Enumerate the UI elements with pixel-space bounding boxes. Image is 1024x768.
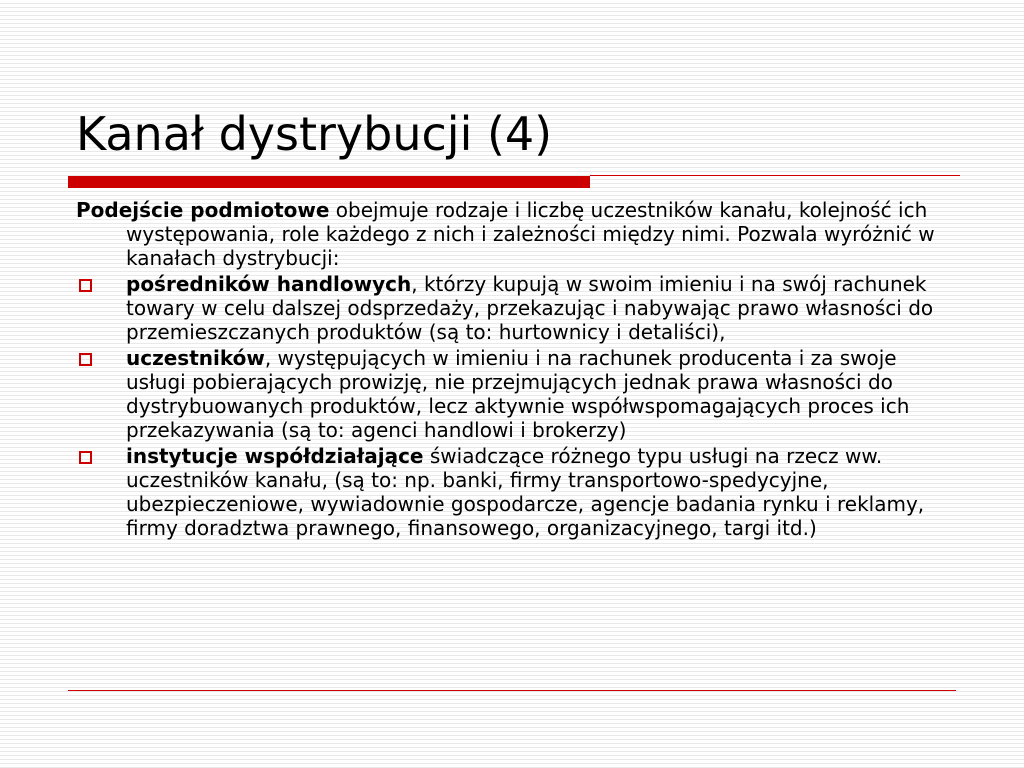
- bullet-term: uczestników: [126, 346, 265, 370]
- bullet-list: [76, 272, 956, 540]
- hollow-square-icon: [79, 451, 92, 464]
- title-divider-line: [590, 175, 960, 176]
- slide-title: Kanał dystrybucji (4): [76, 107, 553, 161]
- hollow-square-icon: [79, 353, 92, 366]
- bullet-term: pośredników handlowych: [126, 272, 412, 296]
- footer-divider-line: [68, 690, 956, 691]
- bullet-item-intermediaries: [76, 272, 956, 344]
- bullet-item-cooperating-institutions: [76, 444, 956, 540]
- bullet-text: świadczące różnego typu usługi na rzecz ww. uczestników kanału, (są to: np. banki, firmy transportowo-spedycyjne, ubezpieczeniowe, wywiadownie gospodarcze, agencje badania rynku i reklamy, firmy doradztwa prawnego, finansowego, organizacyjnego, targi itd.): [126, 444, 925, 540]
- slide-body: [76, 198, 956, 540]
- bullet-term: instytucje współdziałające: [126, 444, 424, 468]
- title-accent-bar: [68, 176, 590, 188]
- bullet-text: , występujących w imieniu i na rachunek producenta i za swoje usługi pobierających prowizję, nie przejmujących jednak prawa własności do dystrybuowanych produktów, lecz aktywnie współwspomagających proces ich przekazywania (są to: agenci handlowi i brokerzy): [126, 346, 910, 442]
- hollow-square-icon: [79, 279, 92, 292]
- bullet-item-participants: [76, 346, 956, 442]
- intro-text: obejmuje rodzaje i liczbę uczestników kanału, kolejność ich występowania, role każdego z nich i zależności między nimi. Pozwala wyróżnić w kanałach dystrybucji:: [126, 198, 935, 270]
- intro-paragraph: [76, 198, 956, 270]
- bullet-text: , którzy kupują w swoim imieniu i na swój rachunek towary w celu dalszej odsprzedaży, przekazując i nabywając prawo własności do przemieszczanych produktów (są to: hurtownicy i detaliści),: [126, 272, 934, 344]
- intro-term: Podejście podmiotowe: [76, 198, 330, 222]
